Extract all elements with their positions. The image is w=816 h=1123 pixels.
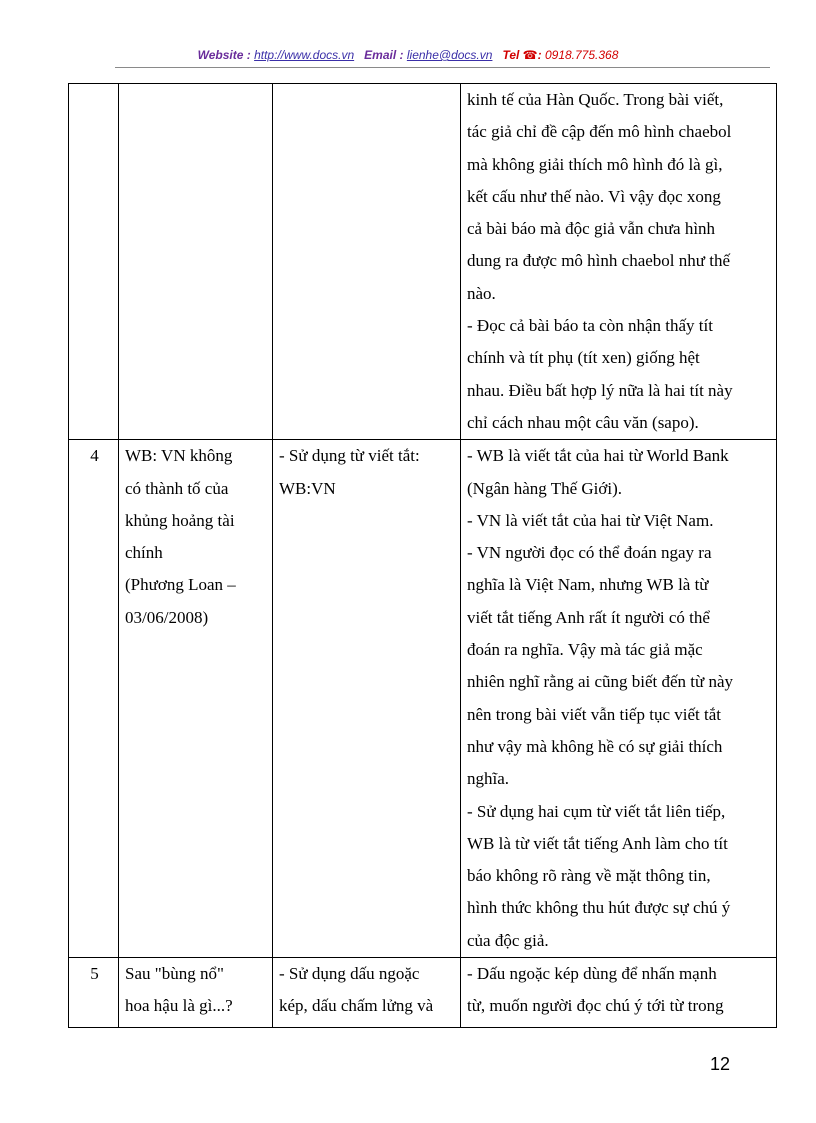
text-line: nghĩa là Việt Nam, nhưng WB là từ [467, 575, 709, 595]
text-line: - Dấu ngoặc kép dùng để nhấn mạnh [467, 964, 717, 984]
email-label: Email : [364, 48, 404, 62]
email-link[interactable]: lienhe@docs.vn [406, 48, 493, 62]
analysis-cell [461, 84, 777, 440]
title-cell [119, 958, 273, 1028]
text-line: từ, muốn người đọc chú ý tới từ trong [467, 996, 724, 1016]
website-label: Website : [197, 48, 251, 62]
text-line: đoán ra nghĩa. Vậy mà tác giả mặc [467, 640, 703, 660]
text-line: nên trong bài viết vẫn tiếp tục viết tắt [467, 704, 721, 724]
text-line: - VN là viết tắt của hai từ Việt Nam. [467, 510, 714, 530]
text-line: nào. [467, 283, 496, 303]
row-number-cell: 4 [69, 440, 119, 958]
table-row [69, 958, 777, 1028]
analysis-table [68, 83, 777, 1028]
text-line: cả bài báo mà độc giả vẫn chưa hình [467, 219, 716, 239]
text-line: hoa hậu là gì...? [125, 996, 233, 1016]
method-cell [273, 958, 461, 1028]
text-line: có thành tố của [125, 478, 229, 498]
text-line: chính [125, 543, 163, 563]
text-line: dung ra được mô hình chaebol như thế [467, 251, 730, 271]
text-line: - Sử dụng dấu ngoặc [279, 964, 420, 984]
text-line: kinh tế của Hàn Quốc. Trong bài viết, [467, 90, 724, 109]
text-line: tác giả chỉ đề cập đến mô hình chaebol [467, 122, 732, 142]
text-line: viết tắt tiếng Anh rất ít người có thể [467, 607, 710, 627]
page-number: 12 [710, 1054, 731, 1074]
website-link[interactable]: http://www.docs.vn [254, 48, 355, 62]
text-line: nhiên nghĩ rằng ai cũng biết đến từ này [467, 672, 734, 692]
header-divider [115, 67, 770, 68]
text-line: khủng hoảng tài [125, 510, 235, 530]
text-line: (Ngân hàng Thế Giới). [467, 478, 623, 498]
method-cell [273, 440, 461, 958]
text-line: Sau "bùng nổ" [125, 964, 224, 984]
text-line: WB: VN không [125, 446, 233, 466]
text-line: - Đọc cả bài báo ta còn nhận thấy tít [467, 316, 713, 336]
text-line: WB là từ viết tắt tiếng Anh làm cho tít [467, 833, 728, 853]
text-line: nghĩa. [467, 769, 510, 789]
title-cell [119, 84, 273, 440]
page-header [0, 48, 816, 62]
text-line: 03/06/2008) [125, 607, 209, 627]
text-line: báo không rõ ràng về mặt thông tin, [467, 866, 711, 886]
text-line: - WB là viết tắt của hai từ World Bank [467, 446, 729, 466]
row-number-cell: 5 [69, 958, 119, 1028]
table-row [69, 440, 777, 958]
text-line: (Phương Loan – [125, 575, 236, 595]
table-row [69, 84, 777, 440]
text-line: chính và tít phụ (tít xen) giống hệt [467, 348, 700, 368]
text-line: kết cấu như thế nào. Vì vậy đọc xong [467, 186, 721, 206]
text-line: mà không giải thích mô hình đó là gì, [467, 154, 723, 174]
analysis-cell [461, 958, 777, 1028]
text-line: như vậy mà không hề có sự giải thích [467, 736, 723, 756]
text-line: - Sử dụng hai cụm từ viết tắt liên tiếp, [467, 801, 726, 821]
title-cell [119, 440, 273, 958]
tel-value: 0918.775.368 [544, 48, 619, 62]
analysis-cell [461, 440, 777, 958]
text-line: của độc giả. [467, 930, 549, 950]
text-line: chỉ cách nhau một câu văn (sapo). [467, 412, 699, 432]
tel-label: Tel ☎: [502, 48, 542, 62]
text-line: kép, dấu chấm lửng và [279, 996, 434, 1016]
text-line: - Sử dụng từ viết tắt: [279, 446, 420, 466]
text-line: nhau. Điều bất hợp lý nữa là hai tít này [467, 380, 733, 400]
text-line: WB:VN [279, 478, 336, 498]
row-number-cell [69, 84, 119, 440]
text-line: - VN người đọc có thể đoán ngay ra [467, 543, 712, 563]
text-line: hình thức không thu hút được sự chú ý [467, 898, 731, 918]
method-cell [273, 84, 461, 440]
